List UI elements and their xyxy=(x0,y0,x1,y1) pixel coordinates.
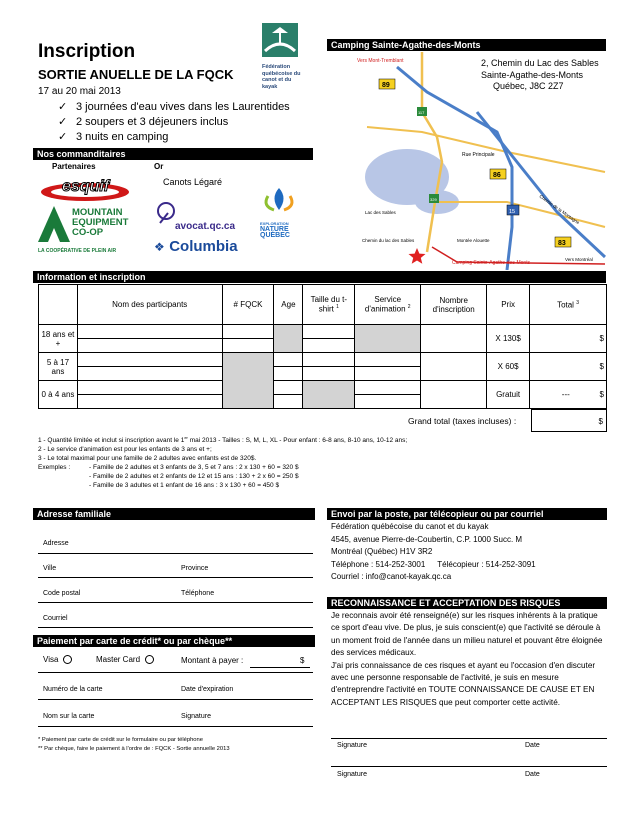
adresse-field[interactable] xyxy=(38,553,313,554)
grand-total-label: Grand total (taxes incluses) : xyxy=(408,416,517,426)
count-input[interactable] xyxy=(421,353,487,381)
bullet-item: ✓ 3 nuits en camping xyxy=(58,130,169,143)
shield-icon xyxy=(417,107,427,116)
bullet-item: ✓ 3 journées d'eau vives dans les Laurentides xyxy=(58,100,290,113)
avocat-icon xyxy=(155,201,177,225)
svg-text:83: 83 xyxy=(558,240,566,247)
telephone-label: Téléphone xyxy=(181,590,215,597)
map-address: 2, Chemin du Lac des Sables Sainte-Agathe-des-Monts Québec, J8C 2Z7 xyxy=(481,58,599,91)
date-label-2: Date xyxy=(525,771,540,778)
table-header-row xyxy=(39,285,607,325)
header-cell: Prix xyxy=(487,285,530,325)
nom-carte-label: Nom sur la carte xyxy=(43,713,95,720)
map-label-lac: Lac des Sables xyxy=(365,210,396,215)
header-cell: Total $^3$ xyxy=(530,285,607,325)
bullet-list xyxy=(58,100,290,143)
mail-bar: Envoi par la poste, par télécopieur ou par courriel xyxy=(327,508,607,520)
code-postal-field[interactable] xyxy=(38,602,313,603)
footnotes xyxy=(38,433,608,490)
footnote-1: 1 - Quantité limitée et inclut si inscription avant le 1er mai 2013 - Tailles : S, M, L, XL - Pour enfant : 6-8 ans, 8-10 ans, 10-12 ans; xyxy=(38,435,408,445)
age-input[interactable] xyxy=(274,381,303,395)
bullet-item: ✓ 2 soupers et 3 déjeuners inclus xyxy=(58,115,229,128)
numero-field[interactable] xyxy=(38,699,313,700)
shield-icon xyxy=(429,194,439,203)
header-cell: # FQCK xyxy=(222,285,274,325)
fleur-de-lis-icon xyxy=(260,186,298,216)
tshirt-input[interactable] xyxy=(303,353,355,367)
example-item: - Famille de 3 adultes et 1 enfant de 16 ans : 3 x 130 + 60 = 450 $ xyxy=(89,482,280,490)
header-empty xyxy=(39,285,78,325)
svg-text:117: 117 xyxy=(418,110,425,115)
shield-icon xyxy=(507,205,519,215)
montant-field[interactable] xyxy=(250,667,310,668)
animation-input[interactable] xyxy=(355,381,421,395)
adresse-label: Adresse xyxy=(43,540,69,547)
signature-label-1: Signature xyxy=(337,742,367,749)
registration-table xyxy=(38,284,607,409)
signature-line-2[interactable] xyxy=(331,766,607,767)
header-cell: Nombre d'inscription xyxy=(421,285,487,325)
nom-carte-field[interactable] xyxy=(38,726,313,727)
name-input[interactable] xyxy=(77,381,222,395)
gold-label: Or xyxy=(154,162,164,171)
location-map xyxy=(327,52,606,270)
age-input[interactable] xyxy=(274,395,303,409)
svg-text:329: 329 xyxy=(430,197,437,202)
registration-bar: Information et inscription xyxy=(33,271,606,283)
signature-line-1[interactable] xyxy=(331,738,607,739)
province-label: Province xyxy=(181,565,209,572)
visa-option[interactable]: Visa xyxy=(43,655,72,664)
fqck-gray xyxy=(222,353,274,409)
risks-text xyxy=(331,610,607,709)
map-label-montee: Montée Alouette xyxy=(457,238,490,243)
event-dates: 17 au 20 mai 2013 xyxy=(38,86,121,97)
checkmark-icon: ✓ xyxy=(58,116,68,128)
mail-address: Fédération québécoise du canot et du kayak 4545, avenue Pierre-de-Coubertin, C.P. 1000 Succ. M Montréal (Québec) H1V 3R2 Téléphone : 514-252-3001 Télécopieur : 514-252-3091 Courriel : info@canot-kayak.qc.ca xyxy=(331,521,536,584)
example-item: - Famille de 2 adultes et 2 enfants de 12 et 15 ans : 130 + 2 x 60 = 250 $ xyxy=(89,473,299,481)
animation-input[interactable] xyxy=(355,395,421,409)
row-label: 18 ans et + xyxy=(39,325,78,353)
map-label-chemin-lac: Chemin du lac des Sables xyxy=(362,238,415,243)
row-label: 0 à 4 ans xyxy=(39,381,78,409)
payment-notes: * Paiement par carte de crédit sur le formulaire ou par téléphone ** Par chèque, faire le paiement à l'ordre de : FQCK - Sortie annuelle 2013 xyxy=(38,737,230,752)
ville-label: Ville xyxy=(43,565,57,572)
tshirt-input[interactable] xyxy=(303,325,355,339)
shield-icon xyxy=(555,237,571,247)
map-label-camping: Camping Sainte-Agathe-des-Monts xyxy=(452,260,531,266)
header-cell: Taille du t-shirt $^1$ xyxy=(303,285,355,325)
price-cell: X 60$ xyxy=(487,353,530,381)
map-label-vers-montreal: Vers Montréal xyxy=(565,257,593,262)
montant-currency: $ xyxy=(300,656,305,665)
map-label-top: Vers Mont-Tremblant xyxy=(357,58,404,64)
example-item: - Famille de 2 adultes et 3 enfants de 3, 5 et 7 ans : 2 x 130 + 60 = 320 $ xyxy=(89,464,299,472)
grand-total-box[interactable]: $ xyxy=(531,409,607,432)
mail-fax: Télécopieur : 514-252-3091 xyxy=(437,559,536,569)
age-input[interactable] xyxy=(274,353,303,367)
code-postal-label: Code postal xyxy=(43,590,81,597)
footnote-3: 3 - Le total maximal pour une famille de 2 adultes avec enfants est de 320$. xyxy=(38,455,257,463)
mountain-icon xyxy=(38,206,70,242)
expiration-label: Date d'expiration xyxy=(181,686,234,693)
ville-field[interactable] xyxy=(38,577,313,578)
examples: Exemples : - Famille de 2 adultes et 3 enfants de 3, 5 et 7 ans : 2 x 130 + 60 = 320 $ - Famille de 2 adultes et 2 enfants de 12 et 15 ans : 130 + 2 x 60 = 250 $ - Famille de 3 adultes et 1 enfant de 16 ans : 3 x 130 + 60 = 450 $ xyxy=(38,464,299,490)
count-input[interactable] xyxy=(421,325,487,353)
table-row xyxy=(39,353,607,367)
animation-input[interactable] xyxy=(355,367,421,381)
montee-alouette xyxy=(437,202,605,227)
risks-paragraph-1: Je reconnais avoir été renseigné(e) sur les risques inhérents à la pratique ce sport d'eau vive. De plus, je suis conscient(e) que l'activité se déroule à un moment froid de l'année dans un milieu naturel et pouvant être éloignée des services médicaux. xyxy=(331,611,603,658)
mastercard-radio[interactable] xyxy=(145,655,154,664)
name-input[interactable] xyxy=(77,367,222,381)
map-label-chemin-montagne: Chemin de la Montagne xyxy=(538,193,581,226)
price-cell: X 130$ xyxy=(487,325,530,353)
age-gray xyxy=(274,325,303,353)
payment-line xyxy=(38,672,313,673)
header-cell: Age xyxy=(274,285,303,325)
map-drawing xyxy=(327,52,606,270)
sponsors-bar: Nos commanditaires xyxy=(33,148,313,160)
map-label-principale: Rue Principale xyxy=(462,152,495,158)
checkmark-icon: ✓ xyxy=(58,101,68,113)
shield-icon xyxy=(379,79,395,89)
columbia-logo: ❖ Columbia xyxy=(154,238,238,255)
header-cell: Nom des participants xyxy=(77,285,222,325)
fqck-logo-icon xyxy=(262,23,298,57)
partners-label: Partenaires xyxy=(52,162,96,171)
visa-radio[interactable] xyxy=(63,655,72,664)
tshirt-input[interactable] xyxy=(303,367,355,381)
mastercard-option[interactable]: Master Card xyxy=(96,655,154,664)
columbia-diamond-icon: ❖ xyxy=(154,240,165,254)
name-input[interactable] xyxy=(77,339,222,353)
price-cell: Gratuit xyxy=(487,381,530,409)
signature-label: Signature xyxy=(181,713,211,720)
mail-email: Courriel : info@canot-kayak.qc.ca xyxy=(331,572,452,581)
route-bleue xyxy=(477,112,605,257)
numero-label: Numéro de la carte xyxy=(43,686,103,693)
payment-bar: Paiement par carte de crédit* ou par chèque** xyxy=(33,635,315,647)
svg-text:89: 89 xyxy=(382,82,390,89)
name-input[interactable] xyxy=(77,325,222,339)
risks-paragraph-2: J'ai pris connaissance de ces risques et ayant eu l'occasion d'en discuter avec une personne responsable de l'activité, je suis en mesure d'entreprendre l'activité en TOUTE CONNAISSANCE DE CAUSE ET EN ACCEPTANT LES RISQUES que peut comporter cette activité. xyxy=(331,660,596,707)
table-row xyxy=(39,325,607,339)
fqck-input[interactable] xyxy=(222,325,274,339)
canots-legare-logo: Canots Légaré xyxy=(163,177,223,187)
esquif-logo: esquif xyxy=(40,176,130,202)
tshirt-gray xyxy=(303,381,355,409)
count-input[interactable] xyxy=(421,381,487,409)
total-cell[interactable]: $ xyxy=(530,325,607,353)
name-input[interactable] xyxy=(77,353,222,367)
courriel-label: Courriel xyxy=(43,615,68,622)
fqck-logo-text: Fédération québécoise du canot et du kayak xyxy=(262,64,301,90)
date-label-1: Date xyxy=(525,742,540,749)
table-row xyxy=(39,381,607,395)
footnote-2: 2 - Le service d'animation est pour les enfants de 3 ans et +; xyxy=(38,446,212,454)
svg-text:86: 86 xyxy=(493,172,501,179)
page-subtitle: SORTIE ANUELLE DE LA FQCK xyxy=(38,67,234,82)
animation-input[interactable] xyxy=(355,353,421,367)
map-section-bar: Camping Sainte-Agathe-des-Monts xyxy=(327,39,606,51)
svg-text:15: 15 xyxy=(509,209,516,215)
mail-tel: Téléphone : 514-252-3001 xyxy=(331,559,426,569)
signature-label-2: Signature xyxy=(337,771,367,778)
montant-label: Montant à payer : xyxy=(181,656,244,665)
courriel-field[interactable] xyxy=(38,627,313,628)
age-input[interactable] xyxy=(274,367,303,381)
row-label: 5 à 17 ans xyxy=(39,353,78,381)
tshirt-input[interactable] xyxy=(303,339,355,353)
checkmark-icon: ✓ xyxy=(58,131,68,143)
page-title: Inscription xyxy=(38,41,136,62)
address-bar: Adresse familiale xyxy=(33,508,315,520)
total-cell: --- $ xyxy=(530,381,607,409)
animation-gray xyxy=(355,325,421,353)
total-cell[interactable]: $ xyxy=(530,353,607,381)
nature-quebec-logo: EXPLORATION NATURE QUÉBEC xyxy=(260,186,305,239)
shield-icon xyxy=(490,169,506,179)
name-input[interactable] xyxy=(77,395,222,409)
fqck-logo xyxy=(262,23,312,90)
camping-star-icon xyxy=(409,248,426,264)
fqck-input[interactable] xyxy=(222,339,274,353)
risks-bar: RECONNAISSANCE ET ACCEPTATION DES RISQUES xyxy=(327,597,607,609)
header-cell: Service d'animation $^2$ xyxy=(355,285,421,325)
